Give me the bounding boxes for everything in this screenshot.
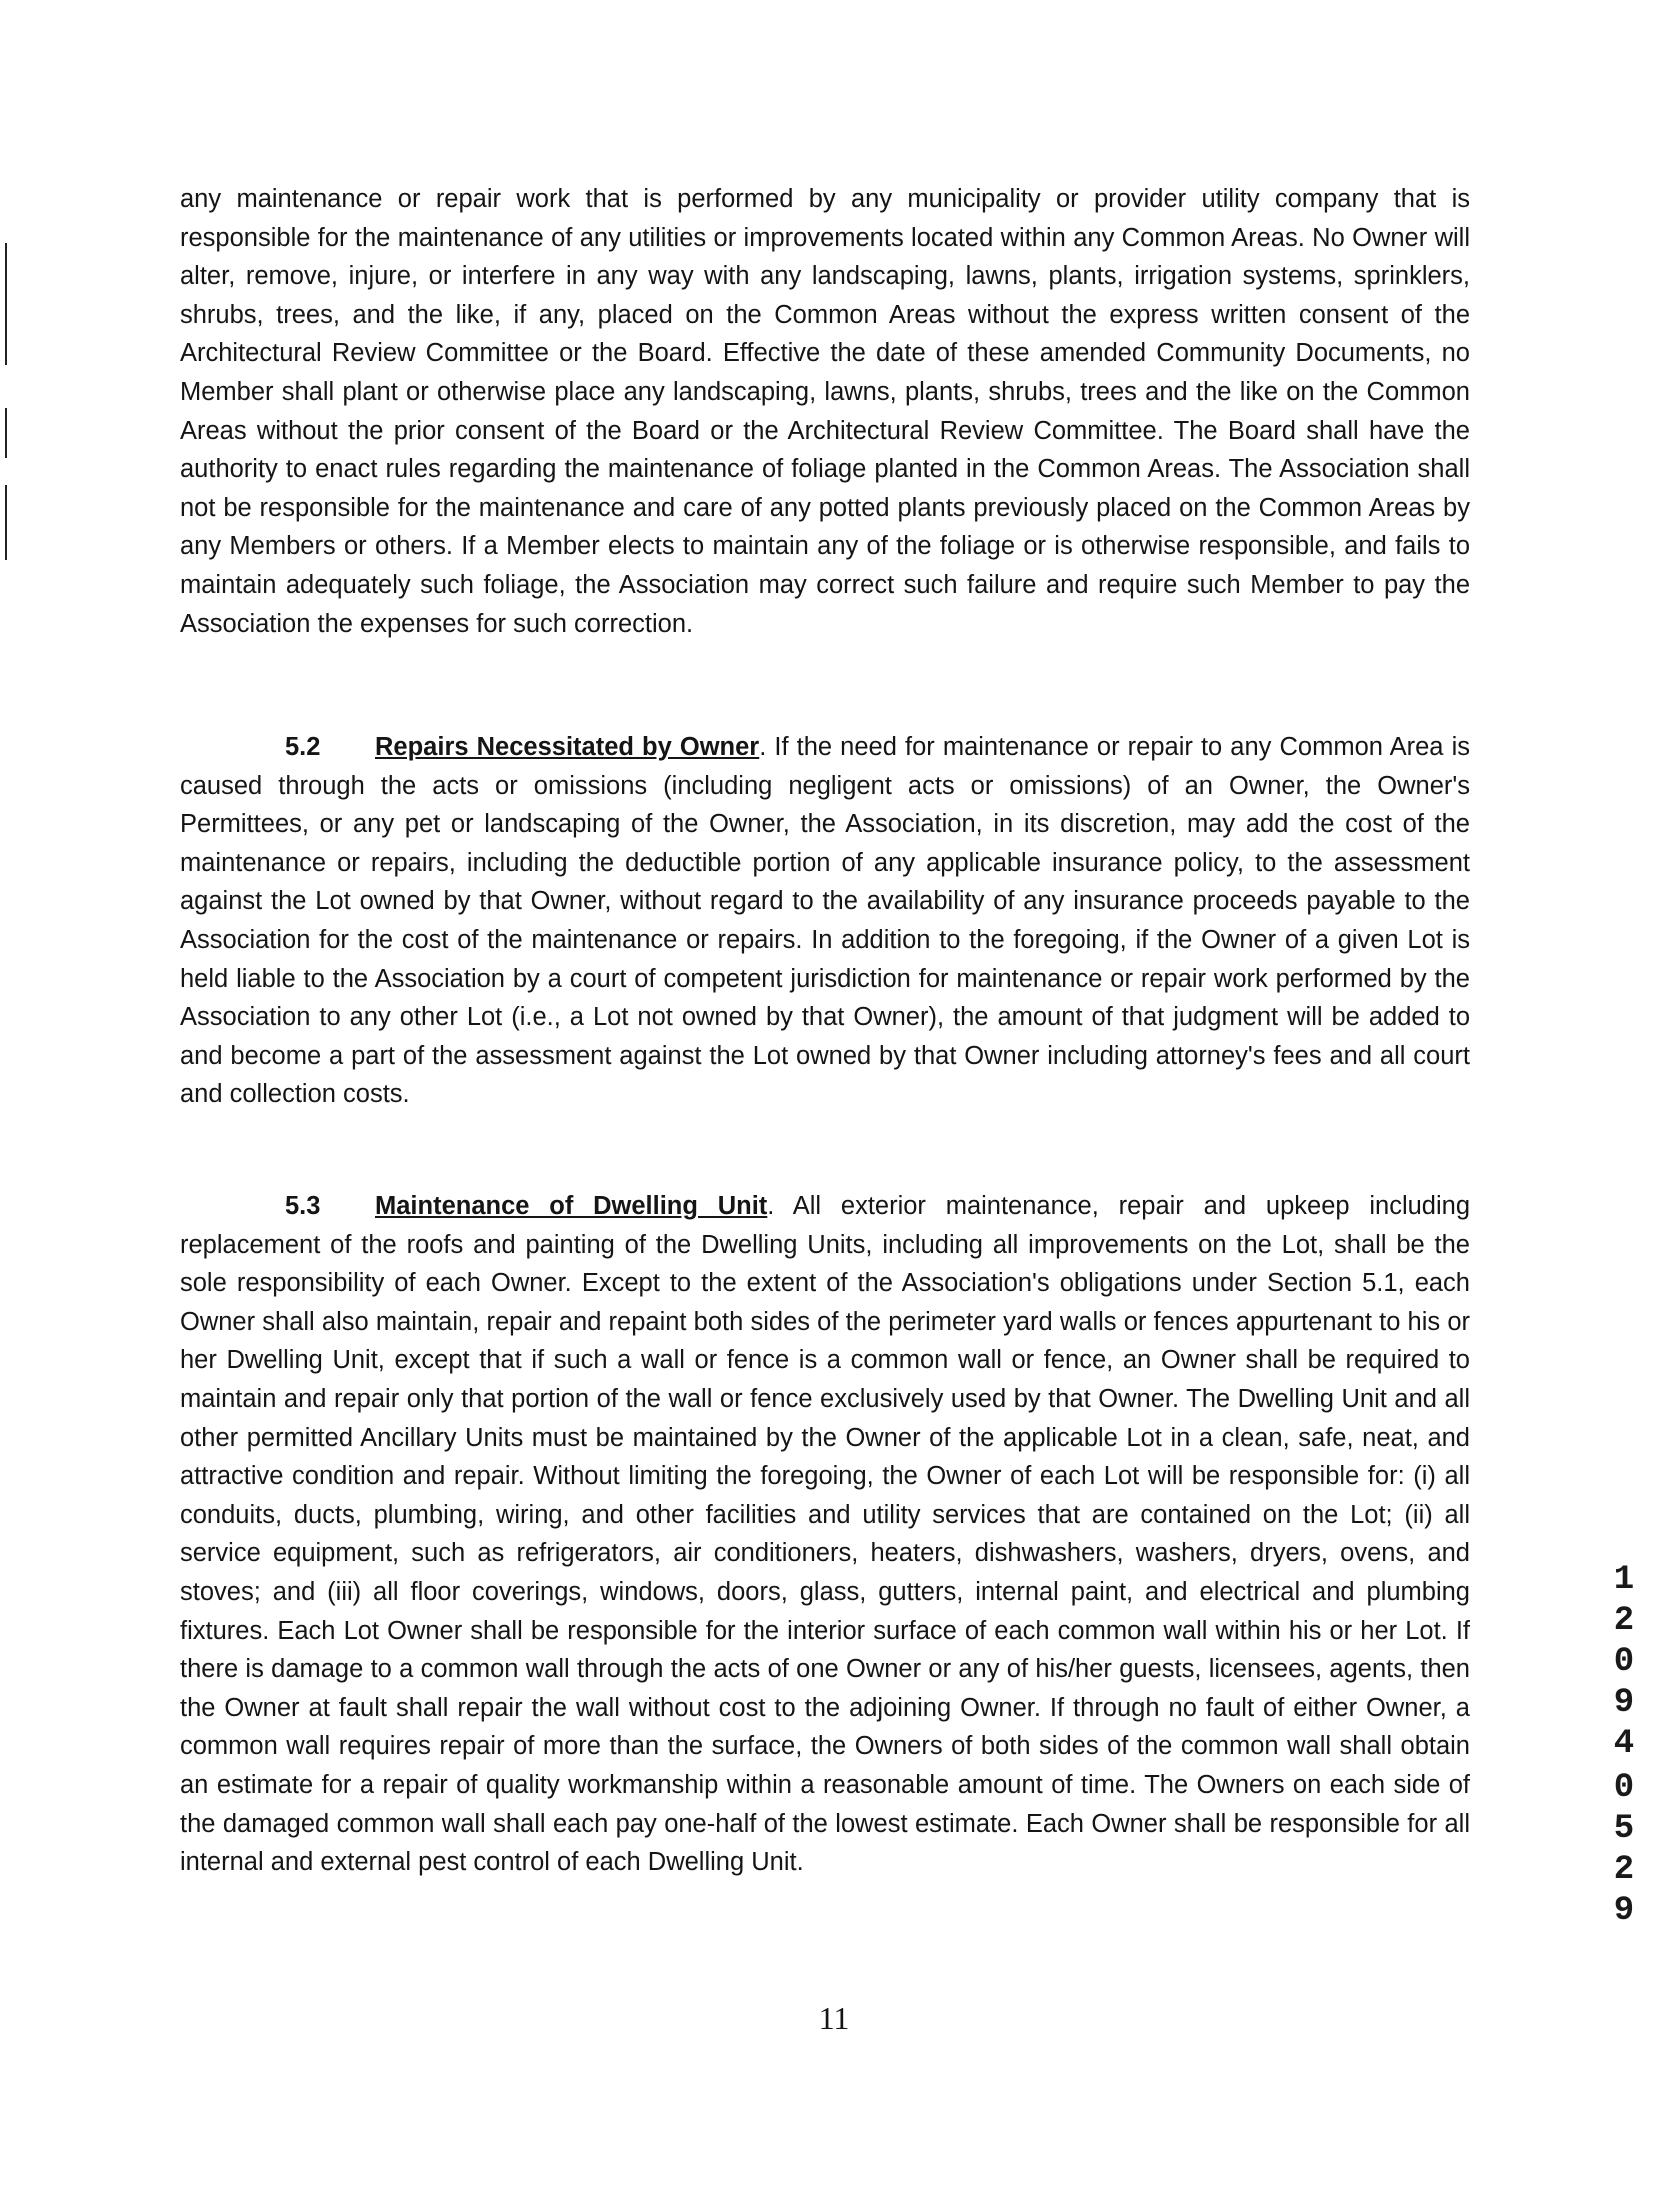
recording-stamp-digits [1604, 1560, 1644, 1765]
stamp-digit: 0 [1613, 1769, 1635, 1807]
stamp-digit: 1 [1613, 1561, 1635, 1599]
revision-bar [5, 243, 7, 365]
page-number: 11 [818, 2000, 850, 2036]
stamp-digit: 9 [1613, 1684, 1635, 1722]
revision-bar [5, 485, 7, 560]
section-heading: Maintenance of Dwelling Unit [375, 1192, 768, 1220]
section-number: 5.3 [285, 1192, 321, 1220]
paragraph-continued: any maintenance or repair work that is performed by any municipality or provider utility company that is responsible for the maintenance of any utilities or improvements located within any Common Areas. No Owner will alter, remove, injure, or interfere in any way with any landscaping, lawns, plants, irrigation systems, sprinklers, shrubs, trees, and the like, if any, placed on the Common Areas without the express written consent of the Architectural Review Committee or the Board. Effective the date of these amended Community Documents, no Member shall plant or otherwise place any landscaping, lawns, plants, shrubs, trees and the like on the Common Areas without the prior consent of the Board or the Architectural Review Committee. The Board shall have the authority to enact rules regarding the maintenance of foliage planted in the Common Areas. The Association shall not be responsible for the maintenance and care of any potted plants previously placed on the Common Areas by any Members or others. If a Member elects to maintain any of the foliage or is otherwise responsible, and fails to maintain adequately such foliage, the Association may correct such failure and require such Member to pay the Association the expenses for such correction. [180, 185, 1470, 638]
stamp-digit: 5 [1613, 1810, 1635, 1848]
stamp-digit: 2 [1613, 1602, 1635, 1640]
section-5-3-paragraph [180, 1187, 1470, 1882]
recording-stamp-digits [1604, 1768, 1644, 1932]
revision-bar [5, 408, 7, 458]
section-5-2-paragraph [180, 728, 1470, 1114]
stamp-digit: 9 [1613, 1892, 1635, 1930]
section-heading: Repairs Necessitated by Owner [375, 733, 760, 761]
section-text: . If the need for maintenance or repair to any Common Area is caused through the acts or omissions (including negligent acts or omissions) of an Owner, the Owner's Permittees, or any pet or landscaping of the Owner, the Association, in its discretion, may add the cost of the maintenance or repairs, including the deductible portion of any applicable insurance policy, to the assessment against the Lot owned by that Owner, without regard to the availability of any insurance proceeds payable to the Association for the cost of the maintenance or repairs. In addition to the foregoing, if the Owner of a given Lot is held liable to the Association by a court of competent jurisdiction for maintenance or repair work performed by the Association to any other Lot (i.e., a Lot not owned by that Owner), the amount of that judgment will be added to and become a part of the assessment against the Lot owned by that Owner including attorney's fees and all court and collection costs. [180, 733, 1470, 1109]
stamp-digit: 2 [1613, 1851, 1635, 1889]
section-text: . All exterior maintenance, repair and upkeep including replacement of the roofs and painting of the Dwelling Units, including all improvements on the Lot, shall be the sole responsibility of each Owner. Except to the extent of the Association's obligations under Section 5.1, each Owner shall also maintain, repair and repaint both sides of the perimeter yard walls or fences appurtenant to his or her Dwelling Unit, except that if such a wall or fence is a common wall or fence, an Owner shall be required to maintain and repair only that portion of the wall or fence exclusively used by that Owner. The Dwelling Unit and all other permitted Ancillary Units must be maintained by the Owner of the applicable Lot in a clean, safe, neat, and attractive condition and repair. Without limiting the foregoing, the Owner of each Lot will be responsible for: (i) all conduits, ducts, plumbing, wiring, and other facilities and utility services that are contained on the Lot; (ii) all service equipment, such as refrigerators, air conditioners, heaters, dishwashers, washers, dryers, ovens, and stoves; and (iii) all floor coverings, windows, doors, glass, gutters, internal paint, and electrical and plumbing fixtures. Each Lot Owner shall be responsible for the interior surface of each common wall within his or her Lot. If there is damage to a common wall through the acts of one Owner or any of his/her guests, licensees, agents, then the Owner at fault shall repair the wall without cost to the adjoining Owner. If through no fault of either Owner, a common wall requires repair of more than the surface, the Owners of both sides of the common wall shall obtain an estimate for a repair of quality workmanship within a reasonable amount of time. The Owners on each side of the damaged common wall shall each pay one-half of the lowest estimate. Each Owner shall be responsible for all internal and external pest control of each Dwelling Unit. [180, 1192, 1471, 1877]
stamp-digit: 0 [1613, 1643, 1635, 1681]
section-number: 5.2 [285, 733, 321, 761]
stamp-digit: 4 [1613, 1725, 1635, 1763]
